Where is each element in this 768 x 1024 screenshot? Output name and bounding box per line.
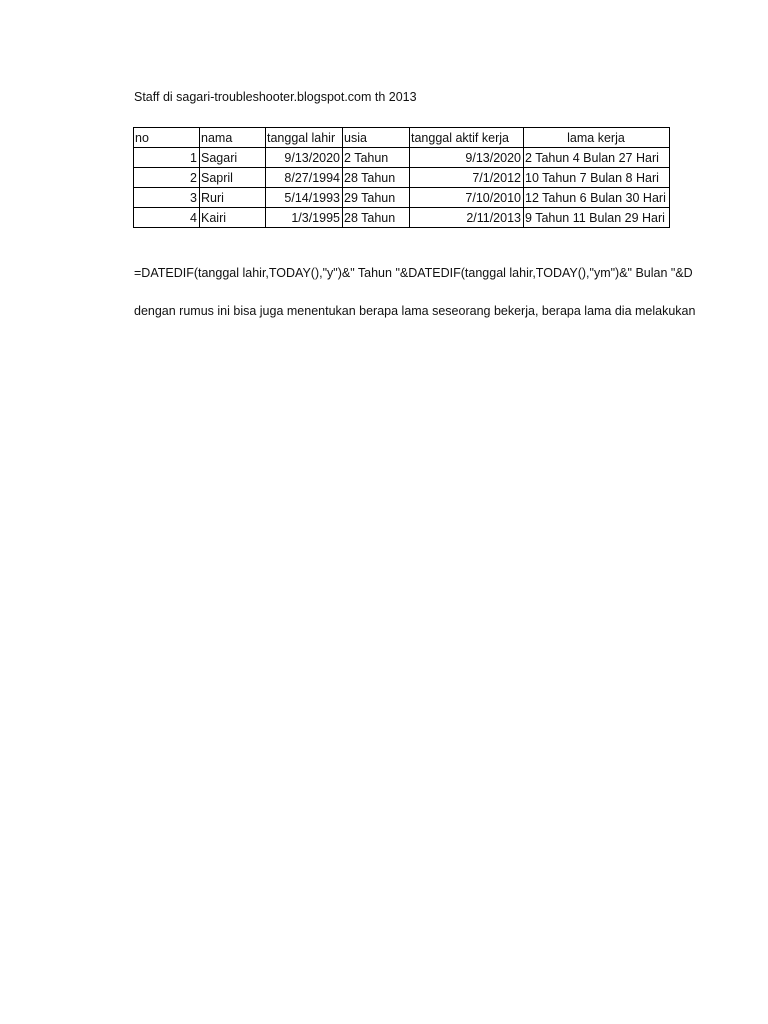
document-title: Staff di sagari-troubleshooter.blogspot.com th 2013 — [134, 90, 417, 104]
cell-nama: Ruri — [200, 188, 266, 208]
cell-no: 1 — [134, 148, 200, 168]
header-nama: nama — [200, 128, 266, 148]
cell-lama-kerja: 9 Tahun 11 Bulan 29 Hari — [524, 208, 670, 228]
cell-tanggal-lahir: 1/3/1995 — [266, 208, 343, 228]
cell-tanggal-lahir: 5/14/1993 — [266, 188, 343, 208]
table-row — [134, 208, 670, 228]
table-header-row — [134, 128, 670, 148]
header-no: no — [134, 128, 200, 148]
cell-usia: 29 Tahun — [343, 188, 410, 208]
cell-usia: 2 Tahun — [343, 148, 410, 168]
header-usia: usia — [343, 128, 410, 148]
cell-no: 3 — [134, 188, 200, 208]
cell-nama: Sagari — [200, 148, 266, 168]
table-row — [134, 148, 670, 168]
header-tanggal-aktif-kerja: tanggal aktif kerja — [410, 128, 524, 148]
datedif-formula-text: =DATEDIF(tanggal lahir,TODAY(),"y")&" Tahun "&DATEDIF(tanggal lahir,TODAY(),"ym")&" Bulan "&D — [134, 266, 693, 280]
cell-lama-kerja: 12 Tahun 6 Bulan 30 Hari — [524, 188, 670, 208]
header-tanggal-lahir: tanggal lahir — [266, 128, 343, 148]
cell-no: 2 — [134, 168, 200, 188]
cell-tanggal-lahir: 9/13/2020 — [266, 148, 343, 168]
formula-note-text: dengan rumus ini bisa juga menentukan berapa lama seseorang bekerja, berapa lama dia melakukan — [134, 304, 695, 318]
cell-no: 4 — [134, 208, 200, 228]
cell-tanggal-aktif-kerja: 9/13/2020 — [410, 148, 524, 168]
table-row — [134, 168, 670, 188]
cell-nama: Sapril — [200, 168, 266, 188]
staff-table — [133, 127, 670, 228]
table-row — [134, 188, 670, 208]
cell-lama-kerja: 2 Tahun 4 Bulan 27 Hari — [524, 148, 670, 168]
cell-tanggal-aktif-kerja: 7/1/2012 — [410, 168, 524, 188]
header-lama-kerja: lama kerja — [524, 128, 670, 148]
cell-usia: 28 Tahun — [343, 208, 410, 228]
cell-tanggal-aktif-kerja: 2/11/2013 — [410, 208, 524, 228]
cell-lama-kerja: 10 Tahun 7 Bulan 8 Hari — [524, 168, 670, 188]
cell-tanggal-aktif-kerja: 7/10/2010 — [410, 188, 524, 208]
cell-usia: 28 Tahun — [343, 168, 410, 188]
cell-nama: Kairi — [200, 208, 266, 228]
cell-tanggal-lahir: 8/27/1994 — [266, 168, 343, 188]
